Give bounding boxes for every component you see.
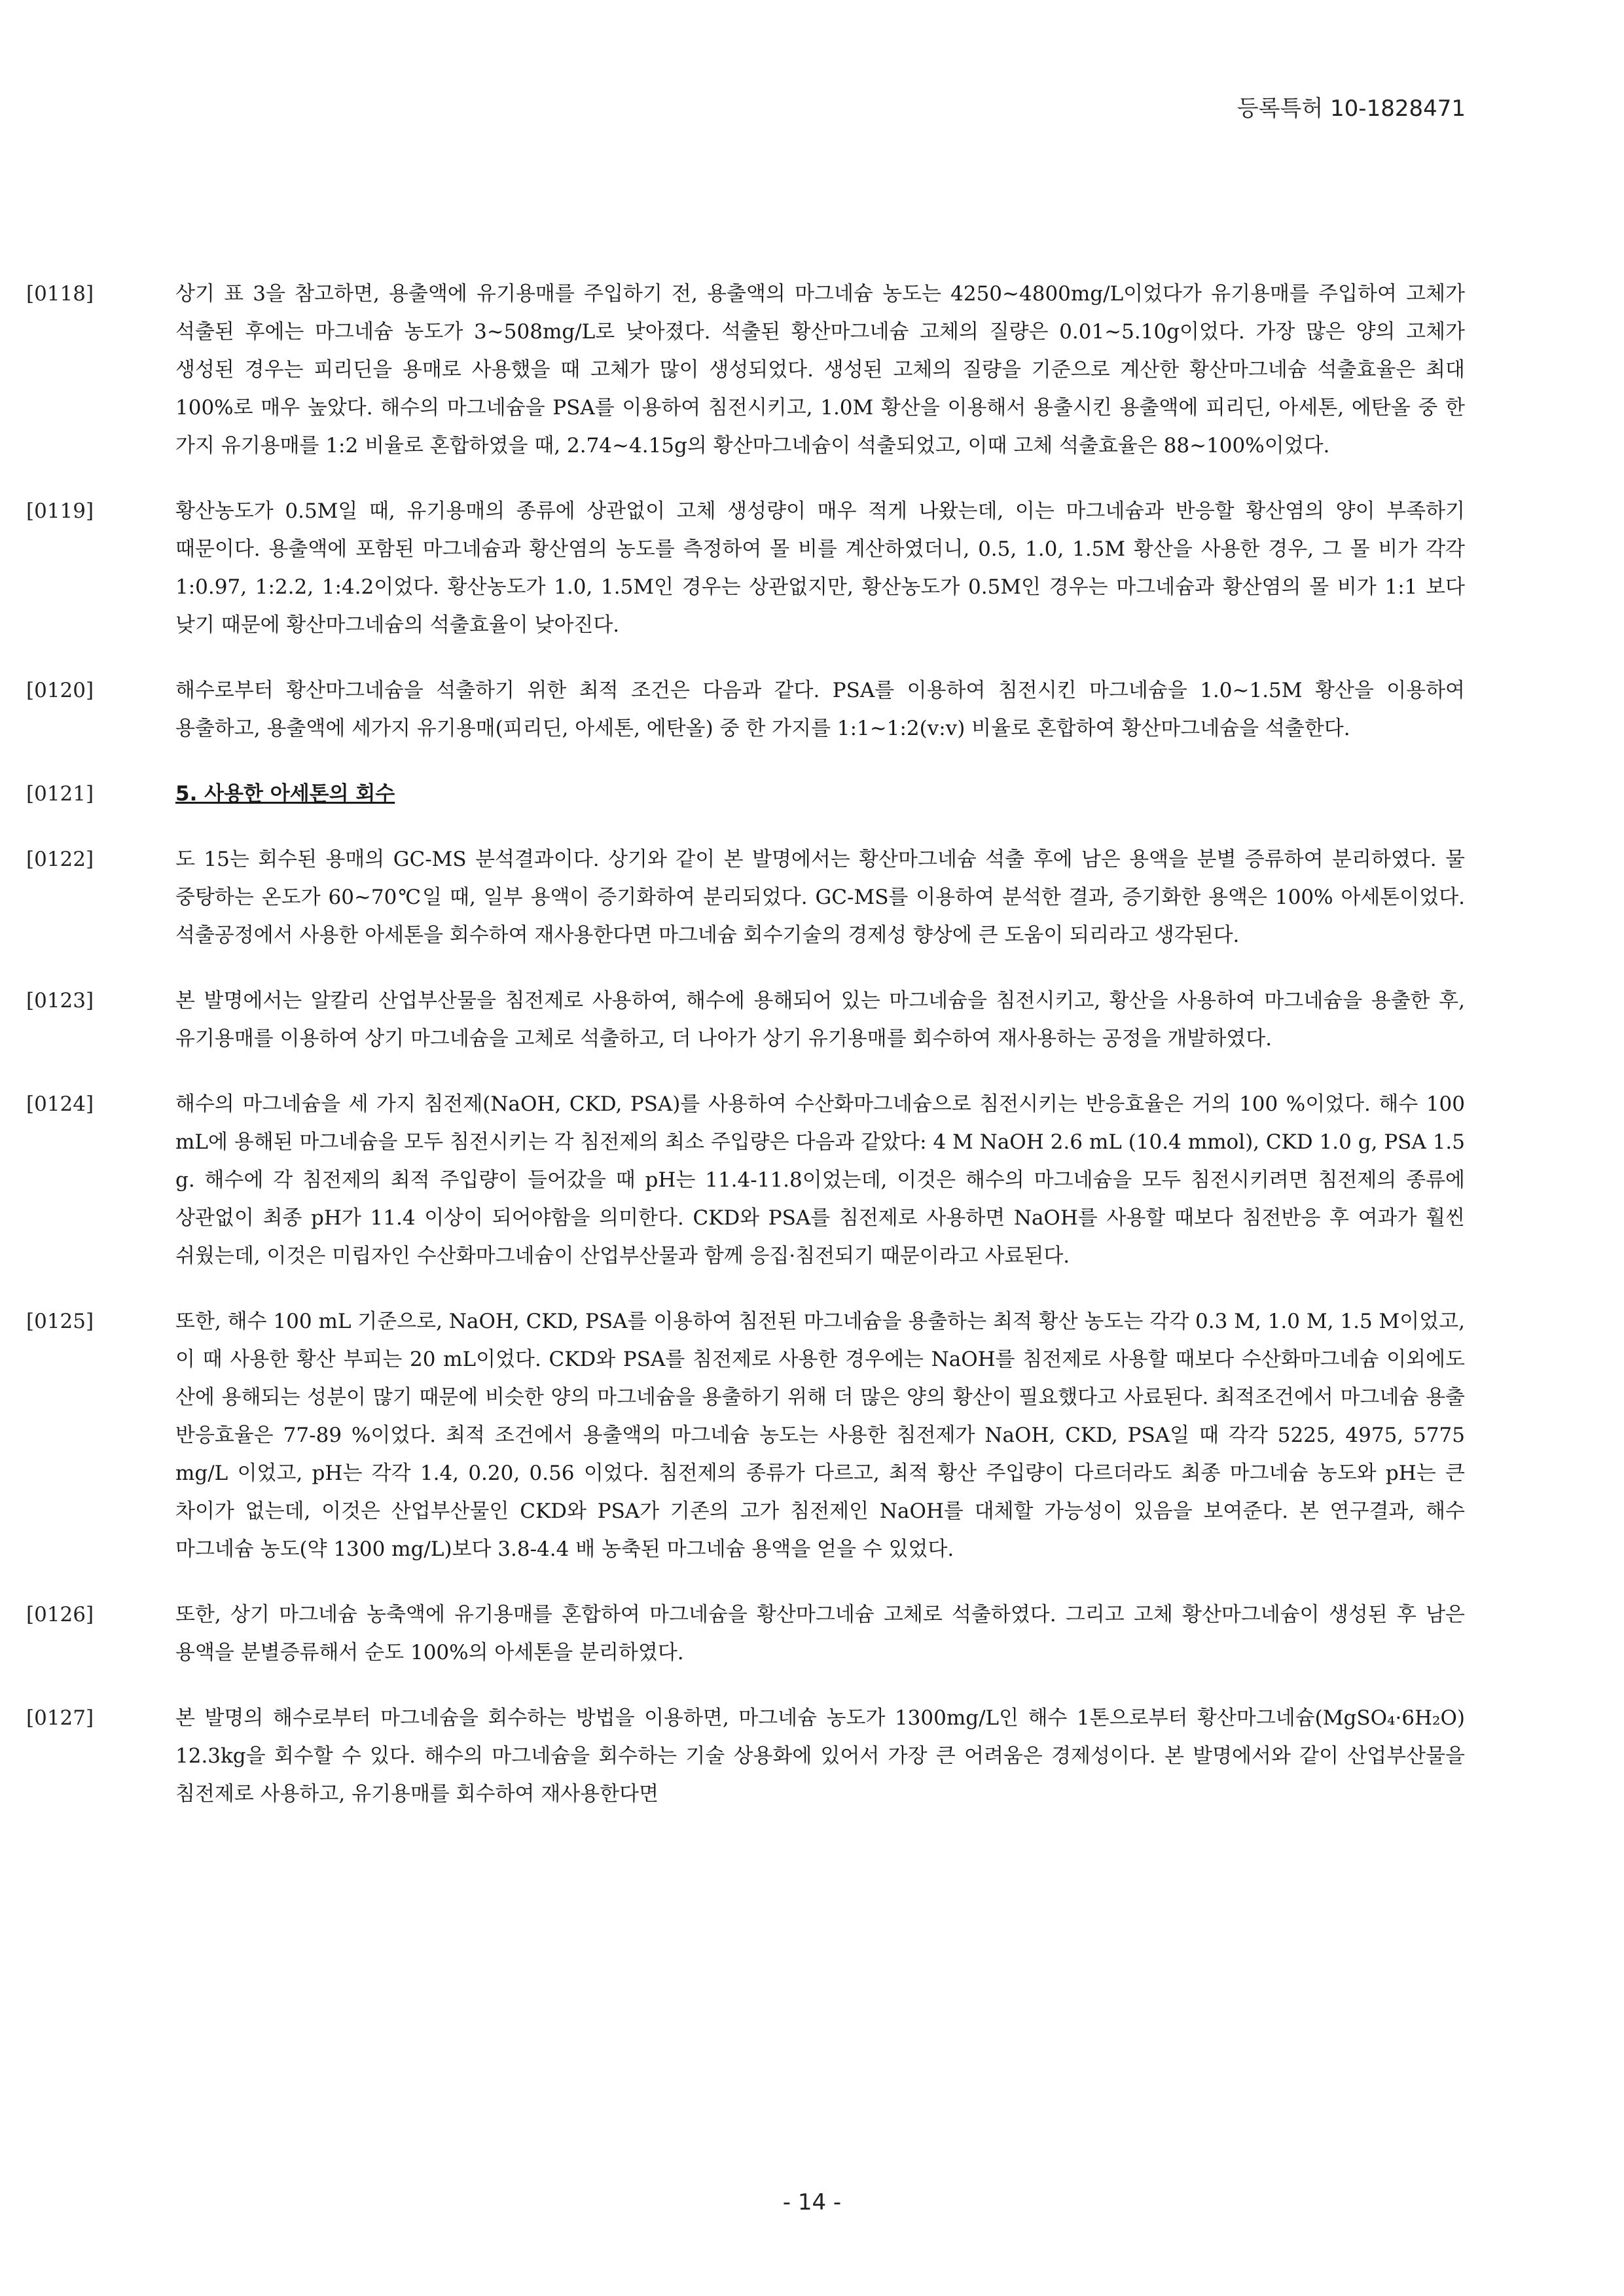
paragraph-number: [0118] bbox=[26, 282, 94, 306]
paragraph-text: 황산농도가 0.5M일 때, 유기용매의 종류에 상관없이 고체 생성량이 매우 적게 나왔는데, 이는 마그네슘과 반응할 황산염의 양이 부족하기 때문이다. 용출액에 포함된 마그네슘과 황산염의 농도를 측정하여 몰 비를 계산하였더니, 0.5, 1.0, 1.5M 황산을 사용한 경우, 그 몰 비가 각각 1:0.97, 1:2.2, 1:4.2이었다. 황산농도가 1.0, 1.5M인 경우는 상관없지만, 황산농도가 0.5M인 경우는 마그네슘과 황산염의 몰 비가 1:1 보다 낮기 때문에 황산마그네슘의 석출효율이 낮아진다. bbox=[175, 499, 1465, 637]
section-heading: 5. 사용한 아세톤의 회수 bbox=[175, 782, 395, 806]
paragraph-number: [0125] bbox=[26, 1310, 94, 1333]
paragraph-0127 bbox=[26, 1699, 1465, 1813]
paragraph-0124 bbox=[26, 1085, 1465, 1275]
paragraph-0122 bbox=[26, 840, 1465, 954]
paragraph-text: 본 발명에서는 알칼리 산업부산물을 침전제로 사용하여, 해수에 용해되어 있는 마그네슘을 침전시키고, 황산을 사용하여 마그네슘을 용출한 후, 유기용매를 이용하여 상기 마그네슘을 고체로 석출하고, 더 나아가 상기 유기용매를 회수하여 재사용하는 공정을 개발하였다. bbox=[175, 989, 1465, 1050]
paragraph-number: [0126] bbox=[26, 1603, 94, 1626]
patent-number-header: 등록특허 10-1828471 bbox=[1236, 96, 1466, 122]
paragraph-text: 본 발명의 해수로부터 마그네슘을 회수하는 방법을 이용하면, 마그네슘 농도가 1300mg/L인 해수 1톤으로부터 황산마그네슘(MgSO₄·6H₂O) 12.3kg을 회수할 수 있다. 해수의 마그네슘을 회수하는 기술 상용화에 있어서 가장 큰 어려움은 경제성이다. 본 발명에서와 같이 산업부산물을 침전제로 사용하고, 유기용매를 회수하여 재사용한다면 bbox=[175, 1706, 1465, 1806]
paragraph-text: 도 15는 회수된 용매의 GC-MS 분석결과이다. 상기와 같이 본 발명에서는 황산마그네슘 석출 후에 남은 용액을 분별 증류하여 분리하였다. 물 중탕하는 온도가 60~70℃일 때, 일부 용액이 증기화하여 분리되었다. GC-MS를 이용하여 분석한 결과, 증기화한 용액은 100% 아세톤이었다. 석출공정에서 사용한 아세톤을 회수하여 재사용한다면 마그네슘 회수기술의 경제성 향상에 큰 도움이 되리라고 생각된다. bbox=[175, 848, 1465, 947]
paragraph-0119 bbox=[26, 492, 1465, 644]
paragraph-0120 bbox=[26, 672, 1465, 747]
paragraph-0125 bbox=[26, 1302, 1465, 1568]
paragraph-number: [0124] bbox=[26, 1092, 94, 1116]
paragraph-number: [0122] bbox=[26, 848, 94, 871]
paragraph-text: 해수로부터 황산마그네슘을 석출하기 위한 최적 조건은 다음과 같다. PSA를 이용하여 침전시킨 마그네슘을 1.0~1.5M 황산을 이용하여 용출하고, 용출액에 세가지 유기용매(피리딘, 아세톤, 에탄올) 중 한 가지를 1:1~1:2(v:v) 비율로 혼합하여 황산마그네슘을 석출한다. bbox=[175, 679, 1465, 740]
paragraph-text: 상기 표 3을 참고하면, 용출액에 유기용매를 주입하기 전, 용출액의 마그네슘 농도는 4250~4800mg/L이었다가 유기용매를 주입하여 고체가 석출된 후에는 마그네슘 농도가 3~508mg/L로 낮아졌다. 석출된 황산마그네슘 고체의 질량은 0.01~5.10g이었다. 가장 많은 양의 고체가 생성된 경우는 피리딘을 용매로 사용했을 때 고체가 많이 생성되었다. 생성된 고체의 질량을 기준으로 계산한 황산마그네슘 석출효율은 최대 100%로 매우 높았다. 해수의 마그네슘을 PSA를 이용하여 침전시키고, 1.0M 황산을 이용해서 용출시킨 용출액에 피리딘, 아세톤, 에탄올 중 한 가지 유기용매를 1:2 비율로 혼합하였을 때, 2.74~4.15g의 황산마그네슘이 석출되었고, 이때 고체 석출효율은 88~100%이었다. bbox=[175, 282, 1465, 457]
paragraph-0118 bbox=[26, 275, 1465, 465]
paragraph-text: 또한, 해수 100 mL 기준으로, NaOH, CKD, PSA를 이용하여 침전된 마그네슘을 용출하는 최적 황산 농도는 각각 0.3 M, 1.0 M, 1.5 M이었고, 이 때 사용한 황산 부피는 20 mL이었다. CKD와 PSA를 침전제로 사용한 경우에는 NaOH를 침전제로 사용할 때보다 수산화마그네슘 이외에도 산에 용해되는 성분이 많기 때문에 비슷한 양의 마그네슘을 용출하기 위해 더 많은 양의 황산이 필요했다고 사료된다. 최적조건에서 마그네슘 용출 반응효율은 77-89 %이었다. 최적 조건에서 용출액의 마그네슘 농도는 사용한 침전제가 NaOH, CKD, PSA일 때 각각 5225, 4975, 5775 mg/L 이었고, pH는 각각 1.4, 0.20, 0.56 이었다. 침전제의 종류가 다르고, 최적 황산 주입량이 다르더라도 최종 마그네슘 농도와 pH는 큰 차이가 없는데, 이것은 산업부산물인 CKD와 PSA가 기존의 고가 침전제인 NaOH를 대체할 가능성이 있음을 보여준다. 본 연구결과, 해수 마그네슘 농도(약 1300 mg/L)보다 3.8-4.4 배 농축된 마그네슘 용액을 얻을 수 있었다. bbox=[175, 1310, 1465, 1561]
paragraph-number: [0121] bbox=[26, 782, 94, 806]
paragraph-number: [0120] bbox=[26, 679, 94, 702]
paragraph-number: [0119] bbox=[26, 499, 94, 523]
paragraph-text: 해수의 마그네슘을 세 가지 침전제(NaOH, CKD, PSA)를 사용하여 수산화마그네슘으로 침전시키는 반응효율은 거의 100 %이었다. 해수 100 mL에 용해된 마그네슘을 모두 침전시키는 각 침전제의 최소 주입량은 다음과 같았다: 4 M NaOH 2.6 mL (10.4 mmol), CKD 1.0 g, PSA 1.5 g. 해수에 각 침전제의 최적 주입량이 들어갔을 때 pH는 11.4-11.8이었는데, 이것은 해수의 마그네슘을 모두 침전시키려면 침전제의 종류에 상관없이 최종 pH가 11.4 이상이 되어야함을 의미한다. CKD와 PSA를 침전제로 사용하면 NaOH를 사용할 때보다 침전반응 후 여과가 훨씬 쉬웠는데, 이것은 미립자인 수산화마그네슘이 산업부산물과 함께 응집·침전되기 때문이라고 사료된다. bbox=[175, 1092, 1465, 1268]
paragraph-text: 또한, 상기 마그네슘 농축액에 유기용매를 혼합하여 마그네슘을 황산마그네슘 고체로 석출하였다. 그리고 고체 황산마그네슘이 생성된 후 남은 용액을 분별증류해서 순도 100%의 아세톤을 분리하였다. bbox=[175, 1603, 1465, 1664]
paragraph-0121 bbox=[26, 775, 1465, 813]
document-body bbox=[26, 275, 1465, 1840]
paragraph-number: [0123] bbox=[26, 989, 94, 1013]
paragraph-number: [0127] bbox=[26, 1706, 94, 1730]
page-number: - 14 - bbox=[782, 2189, 842, 2215]
paragraph-0126 bbox=[26, 1596, 1465, 1672]
paragraph-0123 bbox=[26, 982, 1465, 1058]
